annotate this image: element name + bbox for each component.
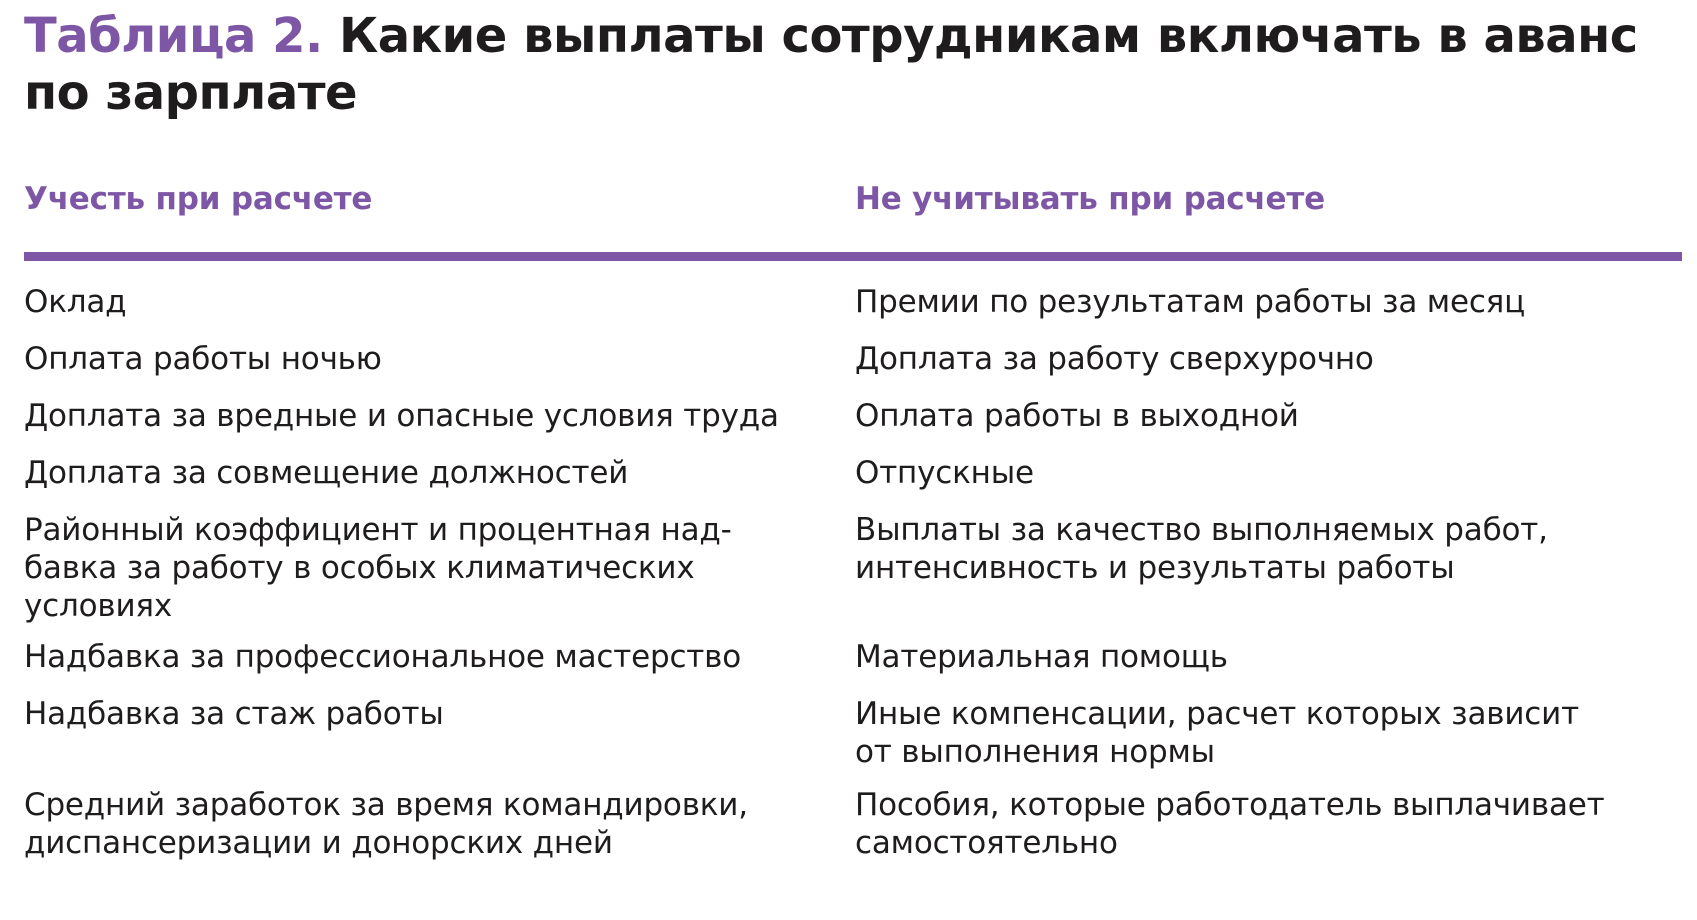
exclude-cell: Премии по результатам работы за месяц (855, 284, 1526, 320)
exclude-cell: Отпускные (855, 455, 1034, 491)
table-row (24, 638, 1682, 695)
table-header-row (24, 168, 1682, 261)
include-cell: Надбавка за профессиональное мастерство (24, 639, 742, 675)
table-row (24, 283, 1682, 340)
exclude-cell: Иные компенсации, расчет которых зависит от выполнения нормы (855, 696, 1579, 770)
include-cell: Оплата работы ночью (24, 341, 382, 377)
include-cell: Районный коэффициент и процентная над- бавка за работу в особых климатических условиях (24, 512, 732, 624)
include-cell: Надбавка за стаж работы (24, 696, 444, 732)
table-row (24, 397, 1682, 454)
table-body (24, 283, 1682, 862)
table-title (24, 8, 1664, 122)
payments-table (24, 168, 1682, 862)
exclude-cell: Выплаты за качество выполняемых работ, интенсивность и результаты работы (855, 512, 1548, 586)
table-row (24, 695, 1682, 786)
exclude-cell: Доплата за работу сверхурочно (855, 341, 1374, 377)
include-cell: Доплата за вредные и опасные условия труда (24, 398, 779, 434)
include-cell: Средний заработок за время командировки, диспансеризации и донорских дней (24, 787, 748, 861)
table-row (24, 511, 1682, 638)
header-include: Учесть при расчете (24, 181, 373, 217)
exclude-cell: Материальная помощь (855, 639, 1228, 675)
table-row (24, 454, 1682, 511)
table-number-label: Таблица 2. (24, 8, 323, 64)
exclude-cell: Пособия, которые работодатель выплачивает самостоятельно (855, 787, 1605, 861)
table-title-text: Какие выплаты сотрудникам включать в аванс по зарплате (24, 8, 1638, 121)
header-exclude: Не учитывать при расчете (855, 181, 1325, 217)
table-row (24, 340, 1682, 397)
table-row (24, 786, 1682, 862)
include-cell: Оклад (24, 284, 127, 320)
include-cell: Доплата за совмещение должностей (24, 455, 629, 491)
exclude-cell: Оплата работы в выходной (855, 398, 1299, 434)
